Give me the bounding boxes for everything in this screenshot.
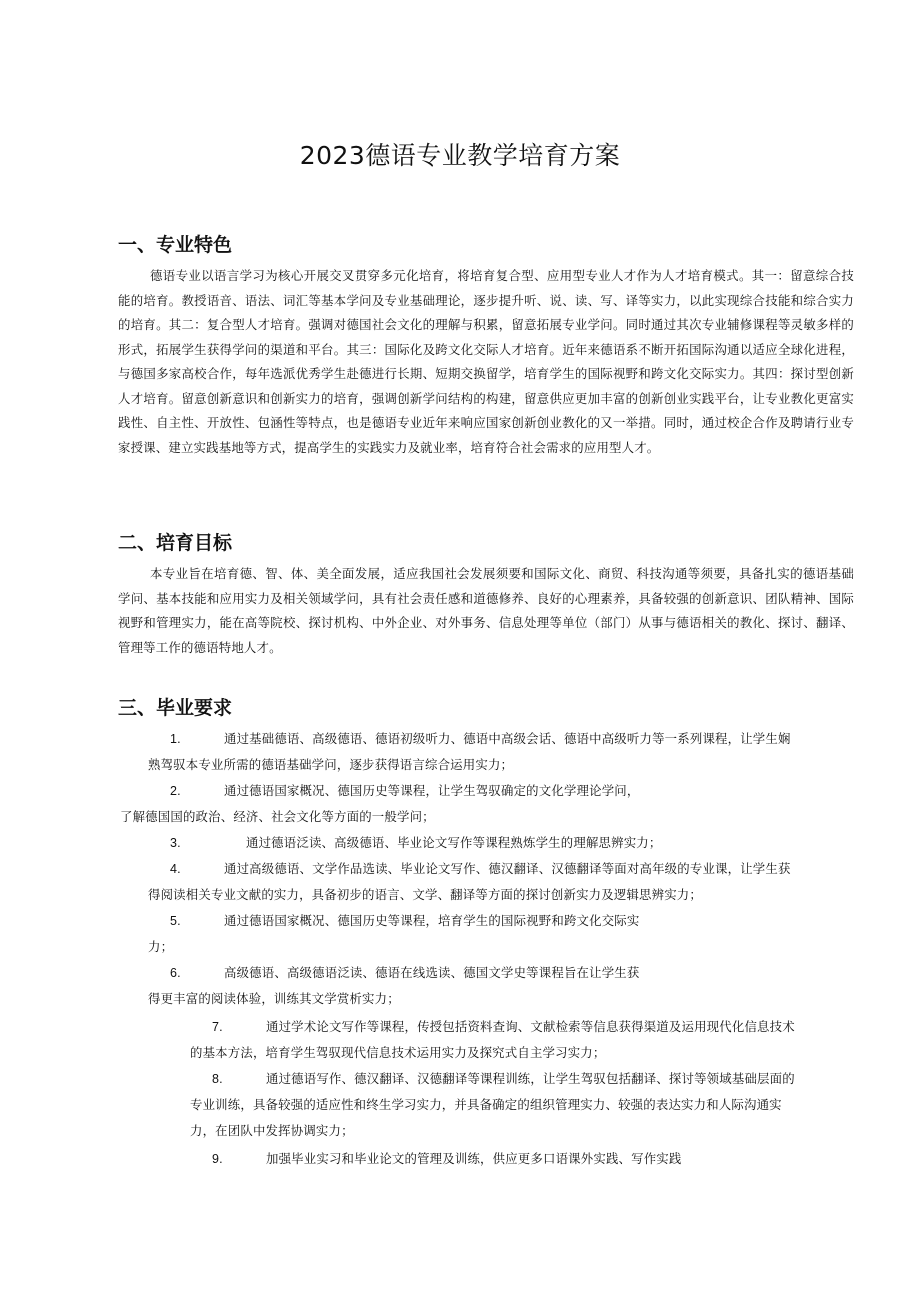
requirement-number: 2. (170, 784, 181, 798)
requirement-item (190, 1146, 860, 1172)
requirement-text: 高级德语、高级德语泛读、德语在线选读、德国文学史等课程旨在让学生获 (224, 965, 640, 980)
requirement-number: 7. (212, 1020, 223, 1034)
requirement-text: 的基本方法，培育学生驾驭现代信息技术运用实力及探究式自主学习实力； (190, 1045, 606, 1060)
requirement-number: 6. (170, 966, 181, 980)
requirement-text: 通过基础德语、高级德语、德语初级听力、德语中高级会话、德语中高级听力等一系列课程，让学生娴 (224, 731, 791, 746)
section-body: 德语专业以语言学习为核心开展交叉贯穿多元化培育，将培育复合型、应用型专业人才作为人才培育模式。其一：留意综合技能的培育。教授语音、语法、词汇等基本学问及专业基础理论，逐步提升听、说、读、写、译等实力，以此实现综合技能和综合实力的培育。其二：复合型人才培育。强调对德国社会文化的理解与积累，留意拓展专业学问。同时通过其次专业辅修课程等灵敏多样的形式，拓展学生获得学问的渠道和平台。其三：国际化及跨文化交际人才培育。近年来德语系不断开拓国际沟通以适应全球化进程，与德国多家高校合作，每年选派优秀学生赴德进行长期、短期交换留学，培育学生的国际视野和跨文化交际实力。其四：探讨型创新人才培育。留意创新意识和创新实力的培育，强调创新学问结构的构建，留意供应更加丰富的创新创业实践平台，让专业教化更富实践性、自主性、开放性、包涵性等特点，也是德语专业近年来响应国家创新创业教化的又一举措。同时，通过校企合作及聘请行业专家授课、建立实践基地等方式，提高学生的实践实力及就业率，培育符合社会需求的应用型人才。 (118, 268, 854, 455)
requirement-item (148, 908, 858, 934)
document-title: 2023德语专业教学培育方案 (299, 141, 621, 170)
section-heading: 三、毕业要求 (118, 697, 233, 719)
section-features (118, 232, 854, 460)
requirement-item (148, 726, 858, 778)
requirement-text: 得更丰富的阅读体验，训练其文学赏析实力； (148, 991, 400, 1006)
requirement-number: 3. (170, 836, 181, 850)
requirement-text: 加强毕业实习和毕业论文的管理及训练，供应更多口语课外实践、写作实践 (266, 1151, 682, 1166)
requirement-text: 力，在团队中发挥协调实力； (190, 1123, 354, 1138)
section-heading: 一、专业特色 (118, 234, 233, 256)
requirement-item-continued (148, 986, 858, 1012)
requirement-text: 通过德语写作、德汉翻译、汉德翻译等课程训练，让学生驾驭包括翻译、探讨等领域基础层面的 (266, 1071, 795, 1086)
requirement-text: 专业训练，具备较强的适应性和终生学习实力，并具备确定的组织管理实力、较强的表达实力和人际沟通实 (190, 1097, 782, 1112)
requirement-item (148, 778, 858, 804)
section-goals (118, 530, 854, 660)
section-requirements (118, 695, 854, 727)
section-heading: 二、培育目标 (118, 532, 233, 554)
requirement-number: 4. (170, 862, 181, 876)
requirement-item-continued (148, 934, 858, 960)
requirement-item (148, 830, 858, 856)
requirement-number: 9. (212, 1152, 223, 1166)
requirement-item (148, 856, 858, 908)
requirement-item-continued (120, 804, 860, 830)
requirement-text: 力； (148, 939, 174, 954)
requirement-number: 8. (212, 1072, 223, 1086)
requirement-text: 了解德国国的政治、经济、社会文化等方面的一般学问； (120, 809, 435, 824)
requirement-text: 通过德语国家概况、德国历史等课程，让学生驾驭确定的文化学理论学问， (224, 783, 640, 798)
requirement-number: 5. (170, 914, 181, 928)
requirement-number: 1. (170, 732, 181, 746)
section-body: 本专业旨在培育德、智、体、美全面发展，适应我国社会发展须要和国际文化、商贸、科技沟通等须要，具备扎实的德语基础学问、基本技能和应用实力及相关领域学问，具有社会责任感和道德修养、良好的心理素养，具备较强的创新意识、团队精神、国际视野和管理实力，能在高等院校、探讨机构、中外企业、对外事务、信息处理等单位（部门）从事与德语相关的教化、探讨、翻译、管理等工作的德语特地人才。 (118, 566, 854, 655)
requirement-text: 通过德语泛读、高级德语、毕业论文写作等课程熟炼学生的理解思辨实力； (246, 835, 662, 850)
requirement-text: 通过高级德语、文学作品选读、毕业论文写作、德汉翻译、汉德翻译等面对高年级的专业课，让学生获 (224, 861, 791, 876)
requirement-text: 熟驾驭本专业所需的德语基础学问，逐步获得语言综合运用实力； (148, 757, 514, 772)
requirement-item (190, 1066, 860, 1144)
requirement-item (190, 1014, 860, 1066)
requirement-item (148, 960, 858, 986)
requirement-text: 通过学术论文写作等课程，传授包括资料查询、文献检索等信息获得渠道及运用现代化信息技术 (266, 1019, 795, 1034)
requirement-text: 通过德语国家概况、德国历史等课程，培育学生的国际视野和跨文化交际实 (224, 913, 640, 928)
requirement-text: 得阅读相关专业文献的实力，具备初步的语言、文学、翻译等方面的探讨创新实力及逻辑思辨实力； (148, 887, 702, 902)
